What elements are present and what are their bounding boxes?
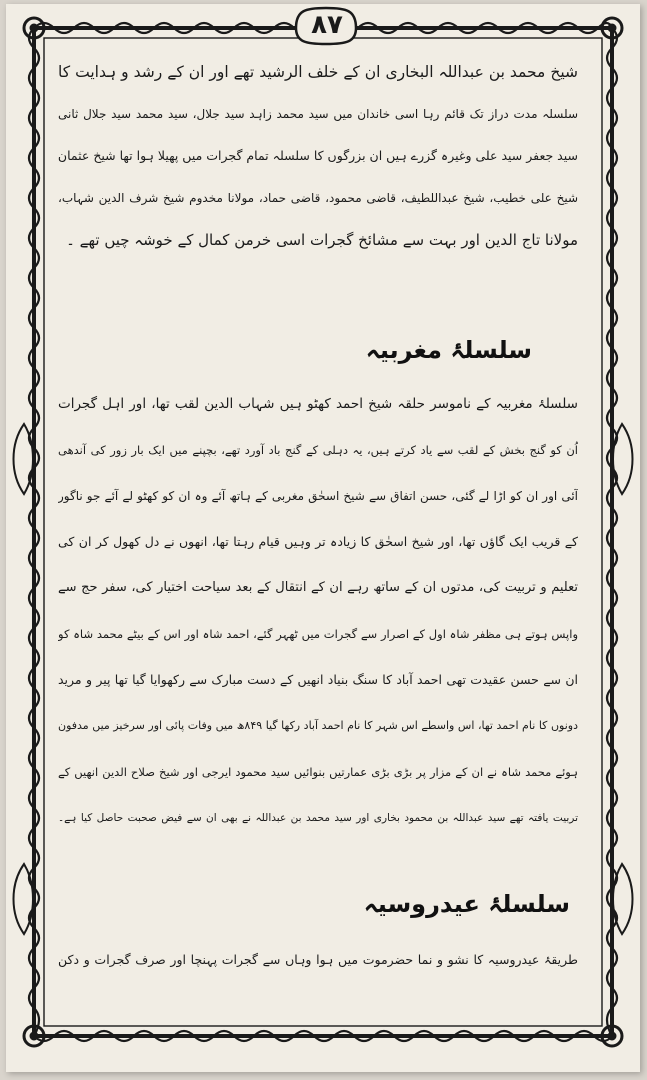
text-line: تربیت یافتہ تھے سید عبداللہ بن محمود بخاری اور سید محمد بن عبداللہ نے بھی ان سے فیض صحبت حاصل کیا ہے۔ xyxy=(58,812,578,824)
section-heading: سلسلۂ عیدروسیہ xyxy=(363,890,570,918)
text-line: آئی اور ان کو اڑا لے گئی، حسن اتفاق سے شیخ اسحٰق مغربی کے ہاتھ آئے وہ ان کو کھٹو لے آئے جو ناگور xyxy=(58,489,578,503)
text-line: سلسلۂ مغربیہ کے ناموسر حلقہ شیخ احمد کھٹو ہیں شہاب الدین لقب تھا، اور اہل گجرات xyxy=(58,396,578,412)
text-line: شیخ علی خطیب، شیخ عبداللطیف، قاضی محمود، قاضی حماد، مولانا مخدوم شیخ شرف الدین شہاب، xyxy=(58,191,578,205)
text-line: سلسلہ مدت دراز تک قائم رہا اسی خاندان میں سید محمد زاہد سید جلال، سید محمد سید جلال ثانی xyxy=(58,107,578,121)
text-line: ان سے حسن عقیدت تھی احمد آباد کا سنگ بنیاد انھیں کے دست مبارک سے رکھوایا گیا تھا پیر و مرید xyxy=(58,672,578,687)
text-line: ہوئے محمد شاہ نے ان کے مزار پر بڑی بڑی عمارتیں بنوائیں سید محمود ایرجی اور شیخ صلاح الدین انھیں کے xyxy=(58,765,578,779)
text-line: شیخ محمد بن عبداللہ البخاری ان کے خلف الرشید تھے اور ان کے رشد و ہدایت کا xyxy=(58,63,578,81)
page-number: ۸۷ xyxy=(311,10,343,40)
text-line: سید جعفر سید علی وغیرہ گزرے ہیں ان بزرگوں کا سلسلہ تمام گجرات میں پھیلا ہوا تھا شیخ عثمان xyxy=(58,148,578,163)
section-heading: سلسلۂ مغربیہ xyxy=(365,336,532,364)
text-line: طریقۂ عیدروسیہ کا نشو و نما حضرموت میں ہوا وہاں سے گجرات پہنچا اور صرف گجرات و دکن xyxy=(58,952,578,967)
text-line: دونوں کا نام احمد تھا، اس واسطے اس شہر کا نام احمد آباد رکھا گیا ۸۴۹ھ میں وفات پائی اور سرخیز میں مدفون xyxy=(58,719,578,732)
text-line: مولانا تاج الدین اور بہت سے مشائخ گجرات اسی خرمن کمال کے خوشہ چیں تھے ۔ xyxy=(66,231,578,249)
text-line: تعلیم و تربیت کی، مدتوں ان کے ساتھ رہے ان کے انتقال کے بعد سیاحت اختیار کی، سفر حج سے xyxy=(58,580,578,595)
text-line: اُن کو گنج بخش کے لقب سے یاد کرتے ہیں، یہ دہلی کے گنج باد آورد تھے، بچپنے میں ایک بار زور کی آندھی xyxy=(58,443,578,457)
text-line: کے قریب ایک گاؤں تھا، اور شیخ اسحٰق کا زیادہ تر وہیں قیام رہتا تھا، انھوں نے دل کھول کر ان کی xyxy=(58,534,578,549)
book-page xyxy=(6,4,640,1072)
text-line: واپس ہوتے ہی مظفر شاہ اول کے اصرار سے گجرات میں ٹھہر گئے، احمد شاہ اور اس کے بیٹے محمد شاہ کو xyxy=(58,627,578,641)
